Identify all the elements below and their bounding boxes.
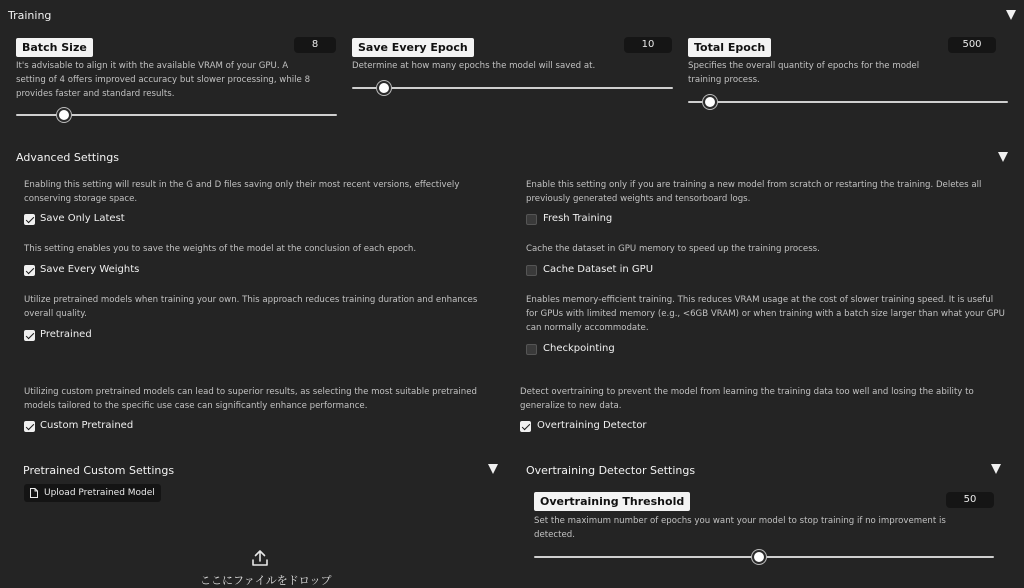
dropzone-text[interactable]: ここにファイルをドロップ: [200, 574, 332, 587]
overtraining-settings-title: Overtraining Detector Settings: [526, 464, 696, 477]
collapse-training-icon[interactable]: [1006, 10, 1016, 20]
save-every-epoch-input[interactable]: 10: [624, 37, 672, 53]
custom-pretrained-description: Utilizing custom pretrained models can lead to superior results, as selecting the most suitable pretrained models tailored to the specific use case can significantly enhance performance.: [24, 387, 477, 411]
advanced-settings-title: Advanced Settings: [16, 151, 119, 164]
pretrained-description: Utilize pretrained models when training your own. This approach reduces training duration and enhances overall quality.: [24, 295, 478, 319]
cache-dataset-checkbox[interactable]: [526, 265, 537, 276]
save-every-epoch-slider-track[interactable]: [352, 87, 673, 89]
save-every-weights-checkbox[interactable]: [24, 265, 35, 276]
overtraining-threshold-description: Set the maximum number of epochs you want your model to stop training if no improvement is detected.: [534, 516, 946, 540]
collapse-advanced-icon[interactable]: [998, 152, 1008, 162]
collapse-overtraining-icon[interactable]: [991, 464, 1001, 474]
checkpointing-checkbox[interactable]: [526, 344, 537, 355]
upload-pretrained-button[interactable]: [24, 484, 161, 502]
save-every-epoch-label: Save Every Epoch: [352, 38, 474, 57]
overtraining-detector-description: Detect overtraining to prevent the model from learning the training data too well and losing the ability to generalize to new data.: [520, 387, 974, 411]
cache-dataset-label[interactable]: Cache Dataset in GPU: [543, 264, 654, 275]
save-only-latest-description: Enabling this setting will result in the G and D files saving only their most recent versions, effectively conserving storage space.: [24, 180, 460, 204]
batch-size-label: Batch Size: [16, 38, 93, 57]
upload-pretrained-label: Upload Pretrained Model: [44, 488, 155, 498]
total-epoch-description: Specifies the overall quantity of epochs for the model training process.: [688, 61, 920, 85]
overtraining-detector-label[interactable]: Overtraining Detector: [537, 420, 647, 431]
total-epoch-slider-track[interactable]: [688, 101, 1008, 103]
cache-dataset-description: Cache the dataset in GPU memory to speed up the training process.: [526, 244, 820, 254]
overtraining-threshold-label: Overtraining Threshold: [534, 492, 690, 511]
file-icon: [30, 488, 38, 498]
overtraining-threshold-slider-thumb[interactable]: [752, 550, 766, 564]
training-section-title: Training: [8, 9, 52, 22]
fresh-training-description: Enable this setting only if you are training a new model from scratch or restarting the training. Deletes all previously generated weights and tensorboard logs.: [526, 180, 982, 204]
fresh-training-checkbox[interactable]: [526, 214, 537, 225]
overtraining-detector-checkbox[interactable]: [520, 421, 531, 432]
overtraining-threshold-input[interactable]: 50: [946, 492, 994, 508]
custom-pretrained-label[interactable]: Custom Pretrained: [40, 420, 134, 431]
checkpointing-description: Enables memory-efficient training. This reduces VRAM usage at the cost of slower training speed. It is useful for GPUs with limited memory (e.g., <6GB VRAM) or when training with a batch size larger than what your GPU can normally accommodate.: [526, 295, 1005, 333]
save-every-weights-description: This setting enables you to save the weights of the model at the conclusion of each epoch.: [24, 244, 417, 254]
save-every-weights-label[interactable]: Save Every Weights: [40, 264, 140, 275]
total-epoch-input[interactable]: 500: [948, 37, 996, 53]
collapse-pretrained-custom-icon[interactable]: [488, 464, 498, 474]
pretrained-custom-settings-title: Pretrained Custom Settings: [23, 464, 175, 477]
save-every-epoch-description: Determine at how many epochs the model will saved at.: [352, 61, 596, 71]
save-every-epoch-slider-thumb[interactable]: [377, 81, 391, 95]
custom-pretrained-checkbox[interactable]: [24, 421, 35, 432]
fresh-training-label[interactable]: Fresh Training: [543, 213, 613, 224]
pretrained-label[interactable]: Pretrained: [40, 329, 92, 340]
pretrained-checkbox[interactable]: [24, 330, 35, 341]
save-only-latest-label[interactable]: Save Only Latest: [40, 213, 125, 224]
batch-size-slider-thumb[interactable]: [57, 108, 71, 122]
total-epoch-slider-thumb[interactable]: [703, 95, 717, 109]
save-only-latest-checkbox[interactable]: [24, 214, 35, 225]
batch-size-description: It's advisable to align it with the available VRAM of your GPU. A setting of 4 offers improved accuracy but slower processing, while 8 provides faster and standard results.: [16, 61, 311, 99]
batch-size-input[interactable]: 8: [294, 37, 336, 53]
upload-icon[interactable]: [252, 549, 268, 571]
total-epoch-label: Total Epoch: [688, 38, 771, 57]
checkpointing-label[interactable]: Checkpointing: [543, 343, 615, 354]
